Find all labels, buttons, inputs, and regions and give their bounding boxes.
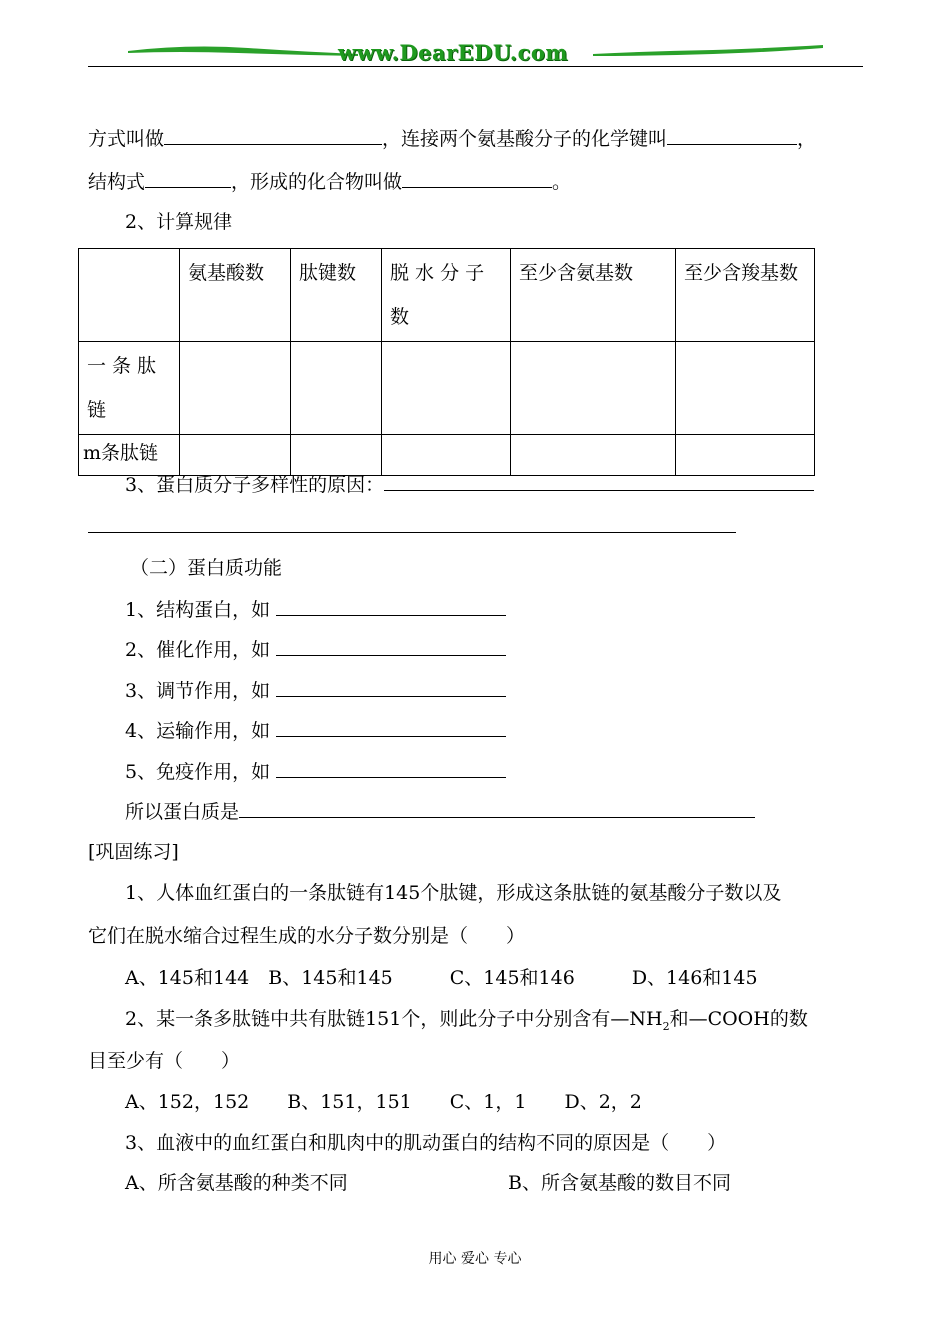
fill-in-line-2: 结构式 ，形成的化合物叫做 。 [88, 167, 571, 196]
question-1-line-2: 它们在脱水缩合过程生成的水分子数分别是（ ） [88, 925, 526, 947]
function-item: 1、结构蛋白，如 [125, 595, 506, 624]
diversity-question: 3、蛋白质分子多样性的原因： [125, 470, 814, 499]
calculation-table [78, 248, 815, 476]
table-header-row [79, 249, 815, 342]
answer-blank[interactable] [276, 595, 506, 616]
function-item: 5、免疫作用，如 [125, 757, 506, 786]
table-cell[interactable] [676, 342, 815, 435]
table-header-cell [79, 249, 180, 342]
table-header-cell: 至少含羧基数 [676, 249, 815, 342]
answer-blank[interactable] [402, 167, 552, 188]
answer-blank[interactable] [276, 716, 506, 737]
answer-blank[interactable] [276, 676, 506, 697]
question-3-line: 3、血液中的血红蛋白和肌肉中的肌动蛋白的结构不同的原因是（ ） [125, 1132, 727, 1154]
section-heading-protein-function: （二）蛋白质功能 [130, 557, 283, 579]
page-header [88, 36, 863, 70]
question-1-options: A、145和144 B、145和145 C、145和146 D、146和145 [125, 967, 758, 989]
function-item: 2、催化作用，如 [125, 635, 506, 664]
question-1-line-1: 1、人体血红蛋白的一条肽链有145个肽键，形成这条肽链的氨基酸分子数以及 [125, 882, 782, 904]
function-item: 4、运输作用，如 [125, 716, 506, 745]
practice-heading: [巩固练习] [88, 841, 179, 863]
function-item: 3、调节作用，如 [125, 676, 506, 705]
answer-blank[interactable] [667, 124, 797, 145]
table-cell[interactable] [180, 342, 291, 435]
answer-blank[interactable] [276, 635, 506, 656]
answer-blank[interactable] [384, 470, 814, 491]
table-header-cell: 至少含氨基数 [511, 249, 676, 342]
conclusion-line: 所以蛋白质是 [125, 797, 755, 826]
question-2-options: A、152，152 B、151，151 C、1，1 D、2，2 [125, 1091, 642, 1113]
header-rule [88, 66, 863, 67]
answer-blank[interactable] [145, 167, 231, 188]
table-cell[interactable] [291, 342, 382, 435]
table-cell[interactable] [511, 342, 676, 435]
answer-blank[interactable] [239, 797, 755, 818]
table-row [79, 342, 815, 435]
row-label: 一 条 肽 链 [79, 342, 180, 435]
page-footer: 用心 爱心 专心 [428, 1251, 522, 1267]
site-logo: www.DearEDU.com [338, 40, 569, 65]
row-label: m条肽链 [79, 435, 180, 476]
question-2-line-1: 2、某一条多肽链中共有肽链151个，则此分子中分别含有$—NH_2$和—COOH的数 [125, 1008, 808, 1033]
table-header-cell: 氨基酸数 [180, 249, 291, 342]
question-3-option-b: B、所含氨基酸的数目不同 [508, 1172, 731, 1194]
diversity-continuation [88, 512, 736, 541]
calc-rule-heading: 2、计算规律 [125, 211, 233, 233]
green-swoosh-right-icon [593, 42, 823, 58]
green-swoosh-left-icon [128, 42, 358, 58]
fill-in-line-1: 方式叫做 ，连接两个氨基酸分子的化学键叫 ， [88, 124, 816, 153]
table-cell[interactable] [382, 342, 511, 435]
table-header-cell: 肽键数 [291, 249, 382, 342]
answer-blank[interactable] [276, 757, 506, 778]
answer-blank[interactable] [164, 124, 382, 145]
question-3-option-a: A、所含氨基酸的种类不同 [125, 1172, 348, 1194]
question-2-line-2: 目至少有（ ） [88, 1050, 241, 1072]
answer-blank[interactable] [88, 512, 736, 533]
table-header-cell: 脱 水 分 子 数 [382, 249, 511, 342]
